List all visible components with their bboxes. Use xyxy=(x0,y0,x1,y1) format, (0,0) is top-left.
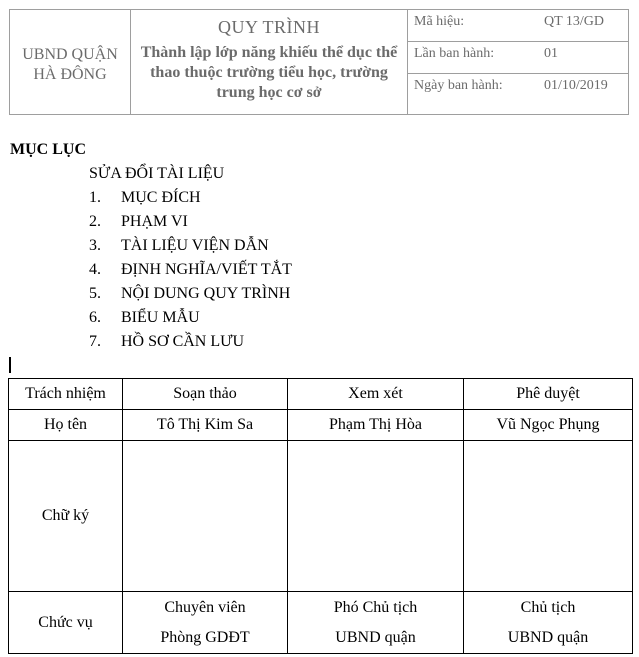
toc-list xyxy=(89,188,292,356)
signature-row xyxy=(9,441,633,592)
approver-name[interactable]: Vũ Ngọc Phụng xyxy=(464,410,633,441)
position-title: Phó Chủ tịch xyxy=(333,598,418,616)
drafter-position[interactable] xyxy=(123,592,288,654)
metadata-value: 01/10/2019 xyxy=(544,78,608,93)
toc-item[interactable] xyxy=(89,284,292,308)
reviewer-signature-cell[interactable] xyxy=(288,441,464,592)
position-label: Chức vụ xyxy=(9,592,123,654)
metadata-value: 01 xyxy=(544,46,558,61)
document-header xyxy=(9,9,629,115)
toc-item-label: MỤC ĐÍCH xyxy=(121,189,201,206)
toc-item[interactable] xyxy=(89,188,292,212)
title-cell xyxy=(131,10,408,114)
toc-item-number: 6. xyxy=(89,309,101,326)
header-responsibility: Trách nhiệm xyxy=(9,379,123,410)
name-label: Họ tên xyxy=(9,410,123,441)
metadata-label: Mã hiệu: xyxy=(414,14,465,29)
toc-item[interactable] xyxy=(89,260,292,284)
position-unit: UBND quận xyxy=(507,628,589,646)
approver-position[interactable] xyxy=(464,592,633,654)
position-title: Chủ tịch xyxy=(520,598,576,616)
toc-item-label: TÀI LIỆU VIỆN DẪN xyxy=(121,237,269,254)
position-unit: UBND quận xyxy=(335,628,416,646)
signature-label: Chữ ký xyxy=(9,441,123,592)
position-unit: Phòng GDĐT xyxy=(160,628,250,646)
toc-item-number: 1. xyxy=(89,189,101,206)
toc-title: MỤC LỤC xyxy=(10,141,86,158)
toc-item-number: 3. xyxy=(89,237,101,254)
metadata-label: Ngày ban hành: xyxy=(414,78,503,93)
metadata-row-date xyxy=(408,74,628,106)
organization-cell xyxy=(10,10,131,114)
document-type: QUY TRÌNH xyxy=(218,17,320,37)
toc-item-number: 7. xyxy=(89,333,101,350)
header-reviewed: Xem xét xyxy=(288,379,464,410)
metadata-row-code xyxy=(408,10,628,42)
header-drafted: Soạn thảo xyxy=(123,379,288,410)
toc-item[interactable] xyxy=(89,236,292,260)
text-cursor xyxy=(9,357,11,373)
drafter-signature-cell[interactable] xyxy=(123,441,288,592)
reviewer-name[interactable]: Phạm Thị Hòa xyxy=(288,410,464,441)
metadata-cell xyxy=(408,10,628,114)
toc-item[interactable] xyxy=(89,308,292,332)
toc-item-label: HỒ SƠ CẦN LƯU xyxy=(121,333,245,350)
toc-item-label: ĐỊNH NGHĨA/VIẾT TẮT xyxy=(121,261,292,278)
name-row xyxy=(9,410,633,441)
toc-item-number: 5. xyxy=(89,285,101,302)
document-title: Thành lập lớp năng khiếu thể dục thể thao thuộc trường tiểu học, trường trung học cơ sở xyxy=(140,44,398,101)
toc-item-label: NỘI DUNG QUY TRÌNH xyxy=(121,285,291,302)
header-approved: Phê duyệt xyxy=(464,379,633,410)
table-header-row xyxy=(9,379,633,410)
organization-line-2: HÀ ĐÔNG xyxy=(33,66,107,83)
approver-signature-cell[interactable] xyxy=(464,441,633,592)
toc-item-number: 2. xyxy=(89,213,101,230)
toc-item[interactable] xyxy=(89,212,292,236)
toc-item[interactable] xyxy=(89,332,292,356)
position-row xyxy=(9,592,633,654)
organization-line-1: UBND QUẬN xyxy=(22,46,118,63)
toc-item-label: BIỂU MẪU xyxy=(121,309,200,326)
toc-item-number: 4. xyxy=(89,261,101,278)
metadata-row-issue xyxy=(408,42,628,74)
drafter-name[interactable]: Tô Thị Kim Sa xyxy=(123,410,288,441)
approval-table xyxy=(8,378,633,654)
metadata-label: Lần ban hành: xyxy=(414,46,495,61)
toc-item-label: PHẠM VI xyxy=(121,213,188,230)
metadata-value: QT 13/GD xyxy=(544,14,605,29)
toc-item-revision[interactable]: SỬA ĐỔI TÀI LIỆU xyxy=(89,165,225,182)
position-title: Chuyên viên xyxy=(164,598,246,616)
reviewer-position[interactable] xyxy=(288,592,464,654)
